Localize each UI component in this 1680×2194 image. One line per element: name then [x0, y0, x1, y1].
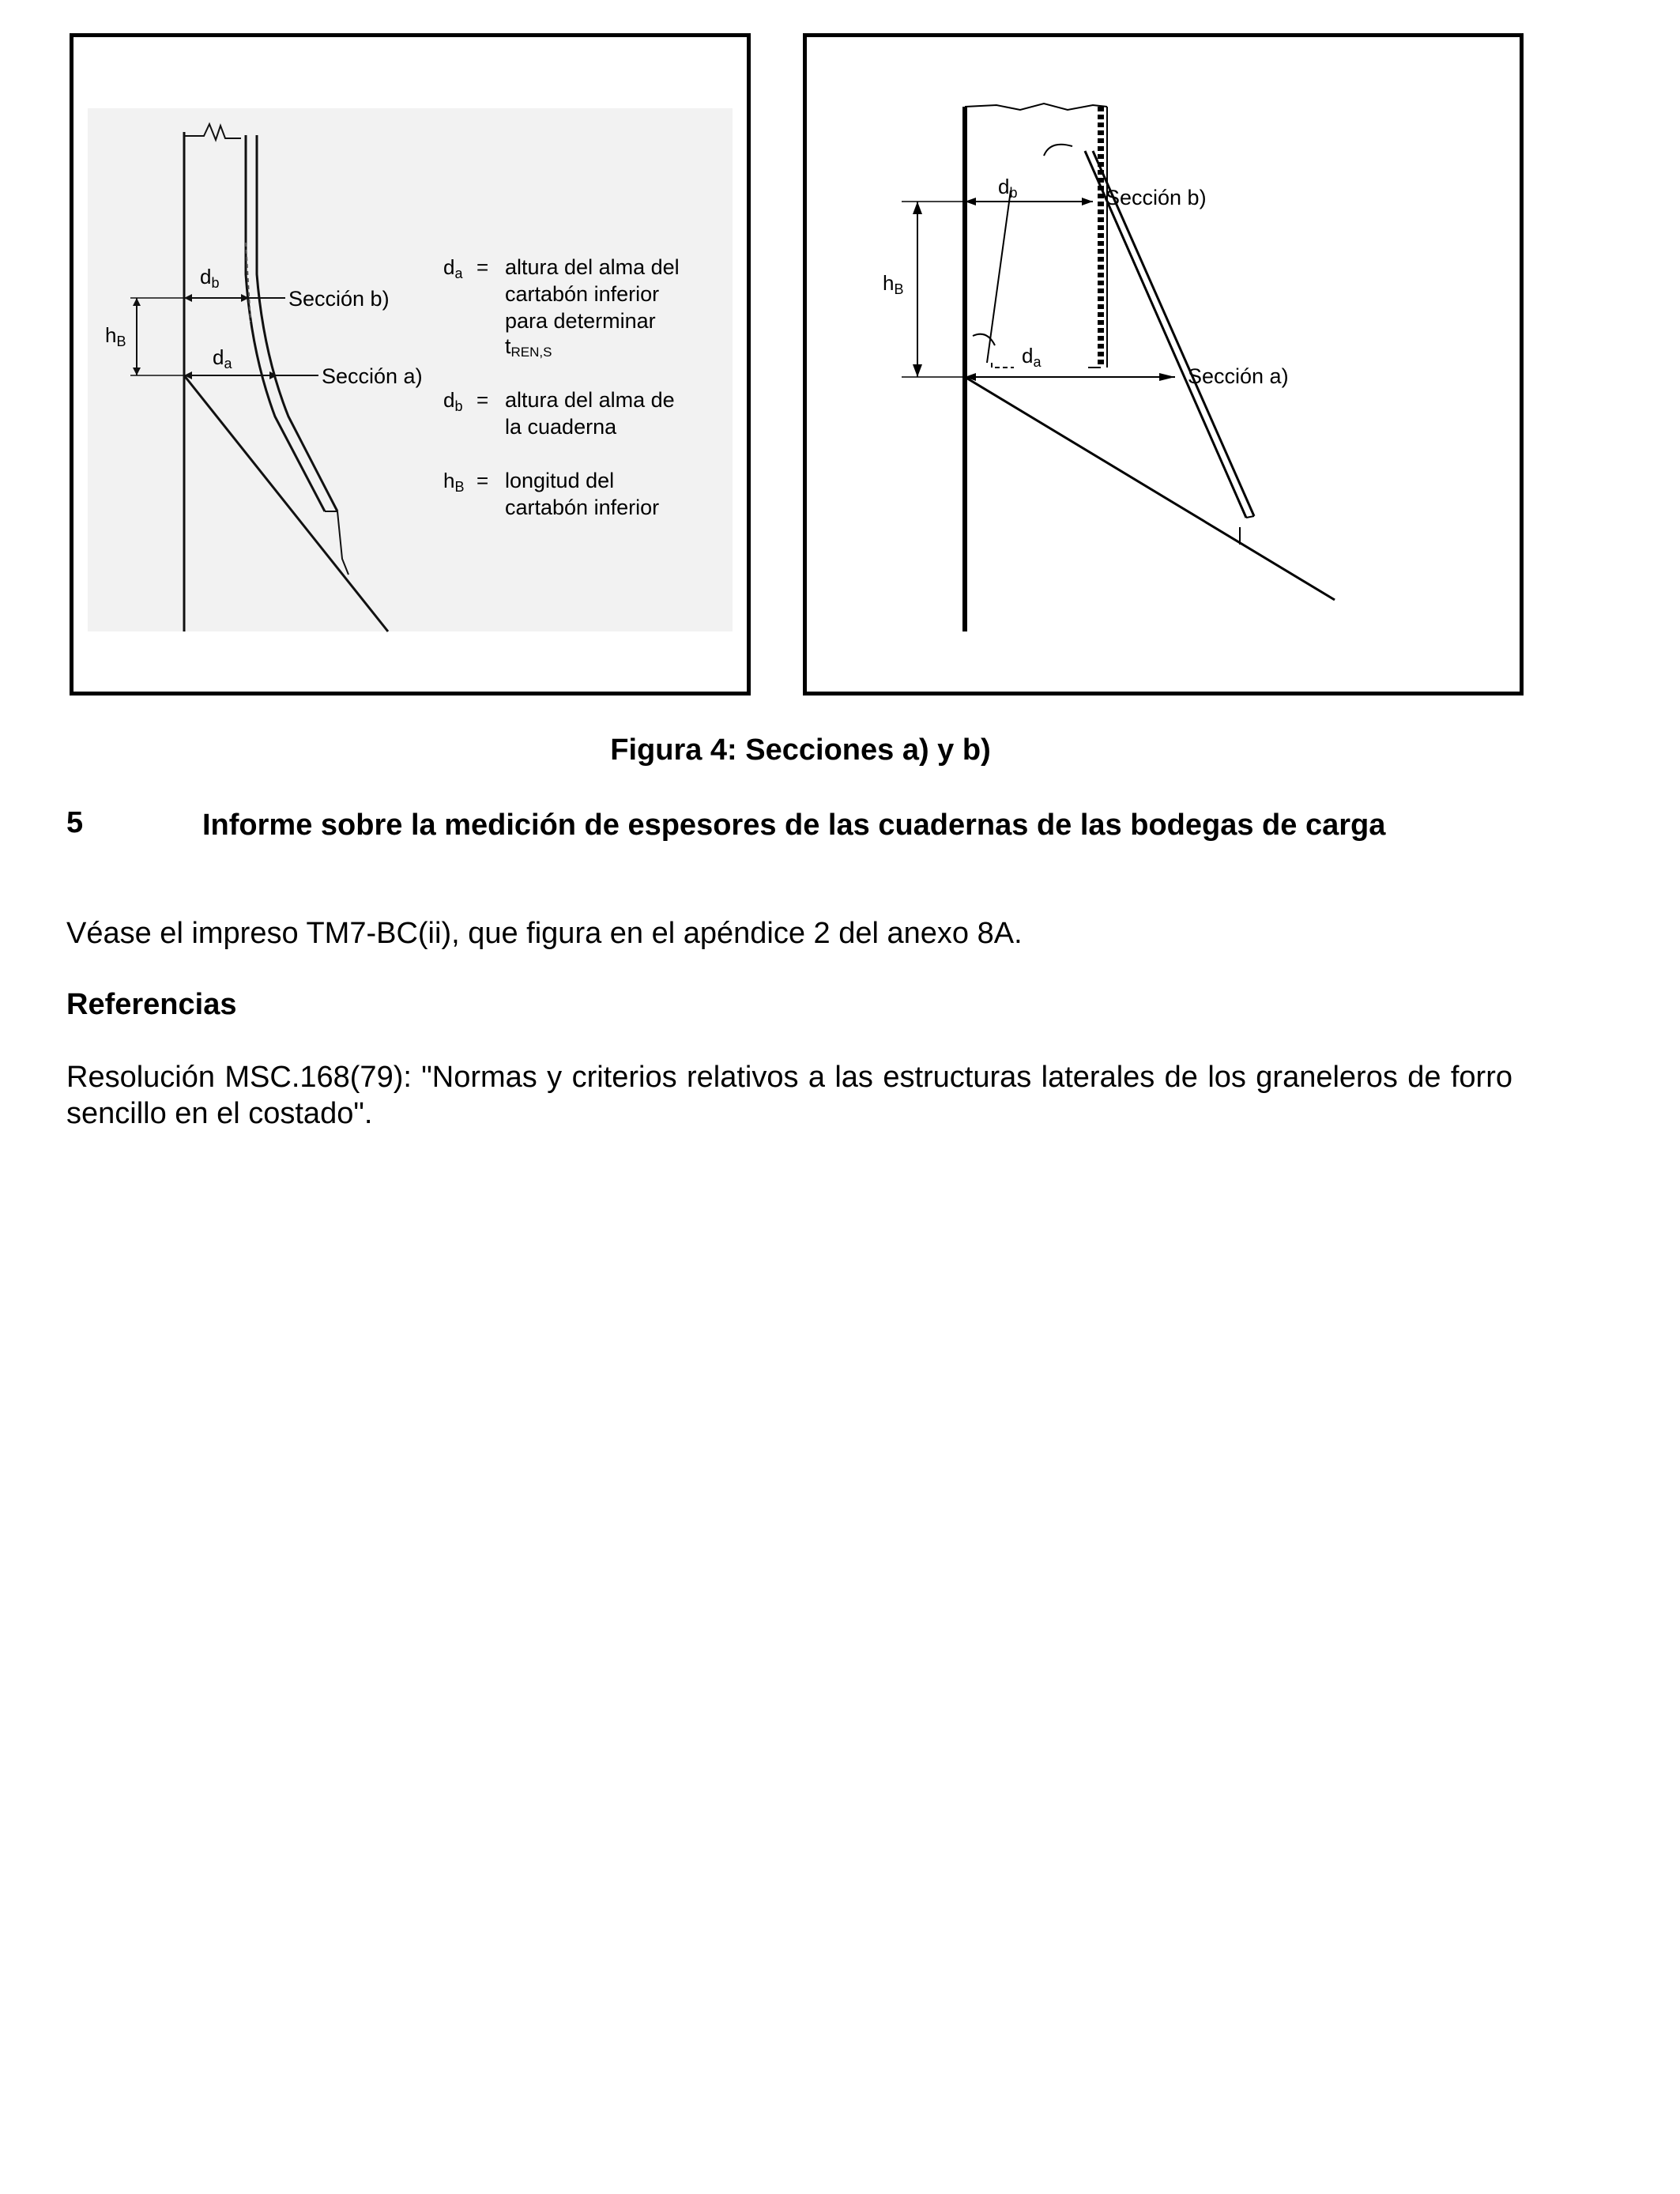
bracket-line: [965, 377, 1335, 600]
label-da: da: [213, 345, 232, 371]
label-db: db: [200, 265, 220, 291]
dashed-da-marker: [992, 363, 1014, 368]
right-diagram: [807, 37, 1520, 692]
arrowhead: [1159, 373, 1175, 381]
legend-eq-db: =: [477, 388, 489, 412]
legend-text: la cuaderna: [505, 415, 617, 439]
break-mark: [965, 104, 1107, 110]
flange-end: [1246, 516, 1254, 518]
legend-text: altura del alma del: [505, 255, 680, 279]
legend-eq-hb: =: [477, 469, 489, 492]
label-db: db: [998, 175, 1018, 201]
figure-left-panel: [70, 33, 751, 696]
label-hb: hB: [883, 271, 904, 297]
section-number: 5: [66, 806, 84, 839]
label-seccion-a: Sección a): [322, 364, 423, 388]
label-da: da: [1022, 344, 1042, 370]
figure-right-panel: [803, 33, 1524, 696]
label-seccion-b: Sección b): [1106, 186, 1207, 209]
angle-arc: [973, 334, 995, 345]
legend-symbol-db: db: [443, 388, 463, 414]
legend-text: para determinar: [505, 309, 656, 333]
paragraph-vease: Véase el impreso TM7-BC(ii), que figura en el apéndice 2 del anexo 8A.: [66, 917, 1023, 950]
section-title: Informe sobre la medición de espesores de las cuadernas de las bodegas de carga: [202, 809, 1386, 842]
figure-caption: Figura 4: Secciones a) y b): [610, 733, 991, 767]
label-seccion-a: Sección a): [1188, 364, 1289, 388]
references-text: Resolución MSC.168(79): "Normas y criterios relativos a las estructuras laterales de los graneleros de forro sencillo en el costado".: [66, 1061, 1512, 1130]
label-seccion-b: Sección b): [288, 287, 390, 311]
legend-text: cartabón inferior: [505, 496, 660, 519]
legend-text: cartabón inferior: [505, 282, 660, 306]
legend-symbol-hb: hB: [443, 469, 465, 495]
legend-text: altura del alma de: [505, 388, 675, 412]
label-hb: hB: [105, 323, 126, 349]
legend-symbol-da: da: [443, 255, 463, 281]
hook-mark: [1044, 145, 1072, 156]
arrowhead: [1082, 198, 1093, 205]
arrowhead: [913, 364, 922, 377]
inclined-reference-line: [987, 190, 1011, 363]
legend-eq-da: =: [477, 255, 489, 279]
left-diagram: [73, 37, 747, 692]
legend-text-trens: tREN,S: [505, 334, 552, 360]
references-heading: Referencias: [66, 988, 237, 1021]
legend-text: longitud del: [505, 469, 615, 492]
arrowhead: [913, 202, 922, 214]
